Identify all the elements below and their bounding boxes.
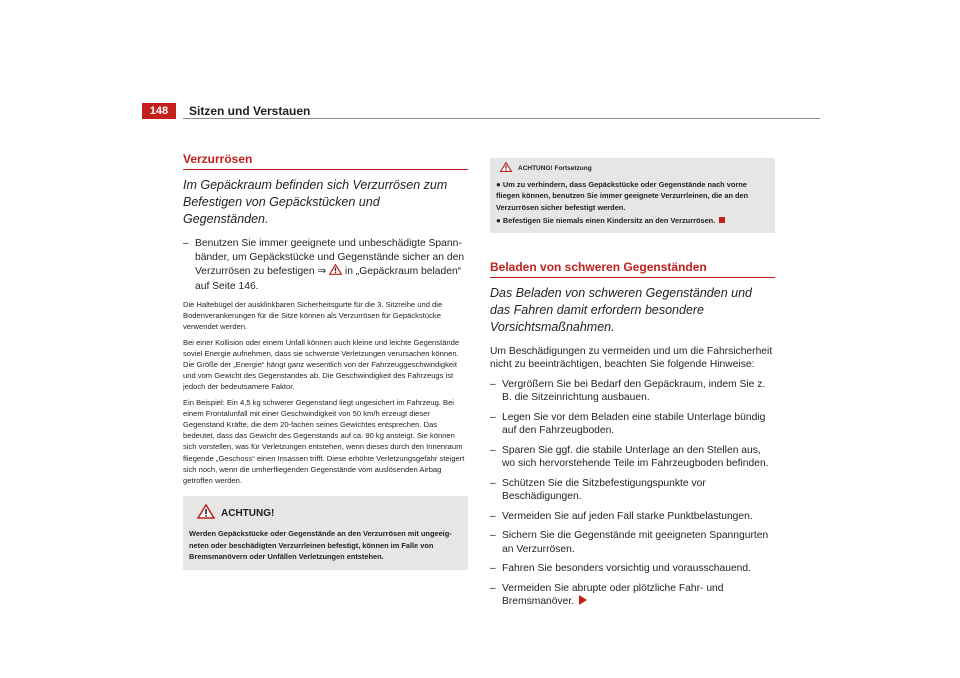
instruction-step: – Sichern Sie die Gegenstände mit geeigneten Spanngurten an Verzurrösen. xyxy=(490,529,775,556)
step-text: Vermeiden Sie abrupte oder plötzliche Fahr- und Bremsmanöver. xyxy=(502,582,724,608)
section-title-beladen: Beladen von schweren Gegenständen xyxy=(490,260,775,278)
section-lead: Im Gepäckraum befinden sich Verzurrösen zum Befestigen von Gepäckstücken und Gegenständen. xyxy=(183,178,448,226)
warning-text: Werden Gepäckstücke oder Gegenstände an den Verzurrösen mit ungeeigneten oder beschädigten Verzurrleinen befestigt, können im Falle von Bremsmanövern oder Unfällen Verletzungen entstehen. xyxy=(189,529,452,562)
section-title-verzurroesen: Verzurrösen xyxy=(183,152,468,170)
instruction-step xyxy=(490,582,775,610)
warning-item: ● Befestigen Sie niemals einen Kindersitz an den Verzurrösen. xyxy=(496,215,769,226)
warning-header xyxy=(500,162,769,174)
instruction-step: – Vermeiden Sie auf jeden Fall starke Punktbelastungen. xyxy=(490,510,775,524)
instruction-step: – Vergrößern Sie bei Bedarf den Gepäckraum, indem Sie z. B. die Sitzeinrichtung ausbauen. xyxy=(490,378,775,405)
body-paragraph: Die Haltebügel der ausklinkbaren Sicherheitsgurte für die 3. Sitzreihe und die Bodenverankerungen für die Sitze können als Verzurrösen für Gepäckstücke verwendet werden. xyxy=(183,300,443,332)
warning-header xyxy=(197,504,462,522)
warning-box xyxy=(183,496,468,570)
instruction-step xyxy=(183,237,468,293)
warning-box-continued xyxy=(490,158,775,233)
warning-continued-title: ACHTUNG! Fortsetzung xyxy=(518,164,592,172)
instruction-list xyxy=(490,378,775,610)
header-divider xyxy=(183,118,820,119)
left-column xyxy=(183,152,468,570)
section-lead: Das Beladen von schweren Gegenständen und das Fahren damit erfordern besondere Vorsichtsmaßnahmen. xyxy=(490,285,752,334)
instruction-step: – Legen Sie vor dem Beladen eine stabile Unterlage bündig auf den Fahrzeugboden. xyxy=(490,411,775,438)
instruction-step: – Schützen Sie die Sitzbefestigungspunkte vor Beschädigungen. xyxy=(490,477,775,504)
continue-arrow-icon xyxy=(579,595,587,610)
warning-triangle-icon xyxy=(197,504,215,522)
warning-item: ● Um zu verhindern, dass Gepäckstücke oder Gegenstände nach vorne fliegen können, benutzen Sie immer geeignete Verzurrleinen, die an den Verzurrösen sicher befestigt werden. xyxy=(496,180,749,212)
instruction-step: – Sparen Sie ggf. die stabile Unterlage an den Stellen aus, wo sich hervorstehende Teile im Fahrzeugboden befinden. xyxy=(490,444,775,471)
reference-arrow: ⇒ xyxy=(317,266,327,277)
warning-triangle-icon xyxy=(500,162,512,174)
warning-triangle-icon xyxy=(329,264,342,280)
running-header-title: Sitzen und Verstauen xyxy=(189,104,311,118)
instruction-step: – Fahren Sie besonders vorsichtig und vorausschauend. xyxy=(490,562,775,576)
warning-item-text: Um zu verhindern, dass Gepäckstücke oder Gegenstände nach vorne fliegen können, benutzen Sie immer geeignete Verzurrleinen, die an den Verzurrösen sicher befestigt werden. xyxy=(496,180,749,212)
body-paragraph: Bei einer Kollision oder einem Unfall können auch kleine und leichte Gegenstände soviel Energie aufnehmen, dass sie schwerste Verletzungen verursachen können. Die Größe der „Energie“ hängt ganz wesentlich von der Fahrzeuggeschwindigkeit und vom Gewicht des Gegenstandes ab. Die Geschwindigkeit des Fahrzeugs ist jedoch der bedeutsamere Faktor. xyxy=(183,337,460,392)
section-end-icon xyxy=(719,217,725,223)
instruction-list xyxy=(183,237,468,293)
right-column xyxy=(490,158,775,616)
warning-item-text: Befestigen Sie niemals einen Kindersitz an den Verzurrösen. xyxy=(502,216,716,226)
page-number: 148 xyxy=(142,103,176,119)
body-paragraph: Ein Beispiel: Ein 4,5 kg schwerer Gegenstand liegt ungesichert im Fahrzeug. Bei einem Frontalunfall mit einer Geschwindigkeit von 50 km/h erzeugt dieser Gegenstand Kräfte, die dem 20-fachen seines Gewichtes entsprechen. Das bedeutet, dass das Gewicht des Gegenstands auf ca. 90 kg ansteigt. Sie können sich vorstellen, was für Verletzungen entstehen, wenn dieses durch den Innenraum fliegende „Geschoss“ einen Insassen trifft. Diese erhöhte Verletzungsgefahr steigert sich noch, wenn die umherfliegenden Gegenstände vom auslösenden Airbag getroffen werden. xyxy=(183,397,465,486)
step-reference-text: in „Gepäckraum beladen“ auf Seite 146. xyxy=(195,266,462,292)
intro-paragraph: Um Beschädigungen zu vermeiden und um die Fahrsicherheit nicht zu beeinträchtigen, beachten Sie folgende Hinweise: xyxy=(490,345,773,371)
warning-title: ACHTUNG! xyxy=(221,507,275,519)
step-text: Benutzen Sie immer geeignete und unbeschädigte Spannbänder, um Gepäckstücke und Gegenstände sicher an den Verzurrösen zu befestigen xyxy=(195,238,465,277)
